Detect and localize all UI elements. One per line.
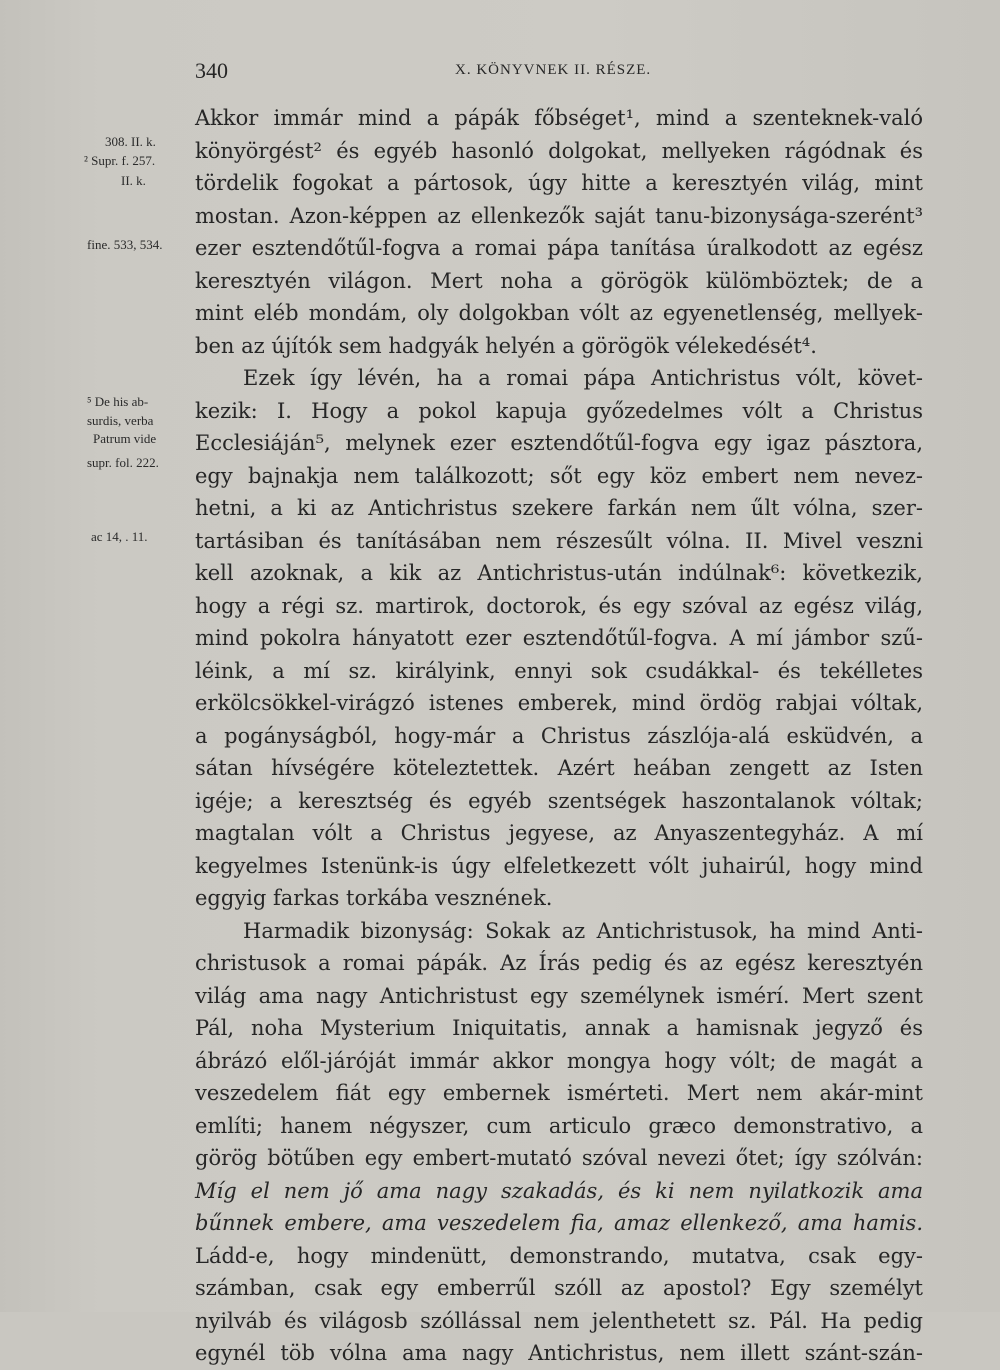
text-line: Harmadik bizonyság: Sokak az Antichristusok, ha mind Anti-	[243, 918, 923, 943]
text-line: a pogányságból, hogy-már a Christus zászlója-alá esküdvén, a	[195, 723, 923, 748]
text-line: ezer esztendőtűl-fogva a romai pápa tanítása úralkodott az egész	[195, 236, 923, 260]
text-line: sátan hívségére köteleztettek. Azért heában zengett az Isten	[195, 756, 923, 780]
text-line: Ládd-e, hogy mindenütt, demonstrando, mutatva, csak egy-	[195, 1243, 923, 1268]
text-line: Míg el nem jő ama nagy szakadás, és ki nem nyilatkozik ama	[195, 1178, 923, 1203]
text-line: említi; hanem négyszer, cum articulo græco demonstrativo, a	[195, 1113, 923, 1138]
text-line: egynél töb vólna ama nagy Antichristus, nem illett szánt-szán-	[195, 1341, 923, 1365]
text-line: keresztyén világon. Mert noha a görögök külömböztek; de a	[195, 268, 923, 293]
text-line: erkölcsökkel-virágzó istenes emberek, mind ördög rabjai vóltak,	[195, 691, 923, 715]
text-line: bűnnek embere, ama veszedelem fia, amaz ellenkező, ama hamis.	[195, 1211, 923, 1235]
margin-note: surdis, verba	[87, 413, 154, 428]
text-line: görög bötűben egy embert-mutató szóval nevezi őtet; így szólván:	[195, 1146, 923, 1170]
text-line: Ezek így lévén, ha a romai pápa Antichristus vólt, követ-	[243, 366, 923, 390]
running-title: X. KÖNYVNEK II. RÉSZE.	[455, 62, 652, 78]
text-line: mind pokolra hányatott ezer esztendőtűl-fogva. A mí jámbor szű-	[195, 626, 923, 650]
margin-note: fine. 533, 534.	[87, 237, 163, 252]
text-line: Pál, noha Mysterium Iniquitatis, annak a hamisnak jegyző és	[195, 1016, 923, 1040]
text-line: hogy a régi sz. martirok, doctorok, és egy szóval az egész világ,	[195, 593, 923, 618]
text-line: tördelik fogokat a pártosok, úgy hitte a keresztyén világ, mint	[195, 171, 923, 195]
text-line: kezik: I. Hogy a pokol kapuja győzedelmes vólt a Christus	[195, 398, 923, 423]
text-line: Ecclesiáján⁵, melynek ezer esztendőtűl-fogva egy igaz pásztora,	[195, 431, 923, 455]
text-line: ben az újítók sem hadgyák helyén a görögök vélekedését⁴.	[195, 333, 817, 358]
margin-note: ⁵ De his ab-	[87, 394, 149, 409]
margin-note: Patrum vide	[93, 431, 157, 446]
text-line: eggyig farkas torkába vesznének.	[195, 886, 553, 910]
text-line: mint eléb mondám, oly dolgokban vólt az egyenetlenség, mellyek-	[195, 301, 923, 325]
text-line: nyilváb és világosb szóllással nem jelenthetett sz. Pál. Ha pedig	[195, 1308, 923, 1333]
text-line: tartásiban és tanításában nem részesűlt vólna. II. Mivel veszni	[195, 528, 923, 553]
margin-notes	[0, 0, 200, 1312]
text-line: Akkor immár mind a pápák főbséget¹, mind a szenteknek-való	[195, 106, 923, 130]
text-line: világ ama nagy Antichristust egy személynek ismérí. Mert szent	[195, 983, 923, 1008]
text-line: magtalan vólt a Christus jegyese, az Anyaszentegyház. A mí	[195, 821, 923, 845]
text-line: igéje; a keresztség és egyéb szentségek haszontalanok vóltak;	[195, 788, 923, 813]
margin-note: II. k.	[121, 173, 146, 188]
text-line: hetni, a ki az Antichristus szekere farkán nem űlt vólna, szer-	[195, 496, 923, 520]
margin-note: ² Supr. f. 257.	[84, 153, 156, 168]
text-line: kegyelmes Istenünk-is úgy elfeletkezett vólt juhairúl, hogy mind	[195, 853, 923, 878]
text-line: számban, csak egy emberrűl szóll az apostol? Egy személyt	[195, 1276, 923, 1300]
body-text	[195, 102, 923, 1370]
margin-note: 308. II. k.	[105, 134, 156, 149]
page-header	[195, 58, 930, 88]
text-line: veszedelem fiát egy embernek ismérteti. Mert nem akár-mint	[195, 1081, 923, 1105]
text-line: egy bajnakja nem találkozott; sőt egy köz embert nem nevez-	[195, 463, 923, 488]
margin-note: supr. fol. 222.	[87, 455, 159, 470]
text-line: léink, a mí sz. királyink, ennyi sok csudákkal- és tekélletes	[195, 658, 923, 683]
text-line: kell azoknak, a kik az Antichristus-után indúlnak⁶: következik,	[195, 561, 923, 585]
text-line: könyörgést² és egyéb hasonló dolgokat, mellyeken rágódnak és	[195, 138, 923, 163]
page-number: 340	[195, 58, 228, 83]
text-line: christusok a romai pápák. Az Írás pedig és az egész keresztyén	[195, 951, 923, 975]
text-line: ábrázó elől-járóját immár akkor mongya hogy vólt; de magát a	[195, 1048, 923, 1073]
margin-note: ac 14, . 11.	[91, 529, 148, 544]
text-line: mostan. Azon-képpen az ellenkezők saját tanu-bizonysága-szerént³	[195, 203, 923, 228]
